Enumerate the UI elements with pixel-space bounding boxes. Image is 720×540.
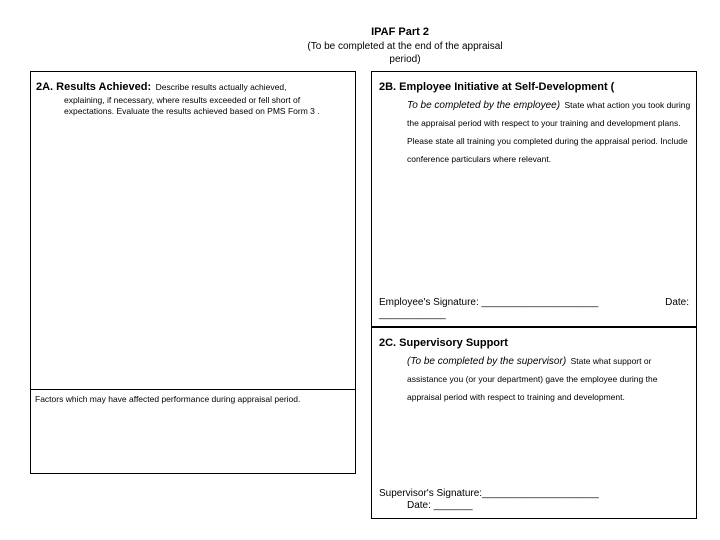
- self-development-heading: 2B. Employee Initiative at Self-Development (: [379, 81, 615, 93]
- supervisor-date-label[interactable]: Date: _______: [407, 500, 473, 511]
- supervisory-support-heading: 2C. Supervisory Support: [379, 337, 508, 349]
- self-development-header: [379, 77, 691, 167]
- supervisory-support-header: [379, 333, 691, 405]
- self-development-heading-note: To be completed by the employee): [407, 100, 561, 111]
- self-development-box[interactable]: [371, 71, 697, 327]
- results-achieved-instruction-start: Describe results actually achieved,: [155, 82, 287, 92]
- supervisory-support-instruction: State what support or assistance you (or your department) gave the employee during the appraisal period with respect to training and development.: [407, 356, 658, 402]
- self-development-instruction: State what action you took during the appraisal period with respect to your training and development plans. Please state all training you completed during the appraisal period. Include conference particulars where relevant.: [407, 100, 691, 164]
- form-subtitle: (To be completed at the end of the appraisal period): [307, 41, 503, 65]
- factors-label: Factors which may have affected performance during appraisal period.: [35, 394, 301, 404]
- employee-date-label[interactable]: Date:: [665, 297, 689, 308]
- employee-signature-label[interactable]: Employee's Signature: _____________________: [379, 297, 599, 308]
- employee-signature-underline: ____________: [379, 309, 446, 320]
- supervisory-support-box[interactable]: [371, 327, 697, 519]
- results-achieved-instruction: explaining, if necessary, where results exceeded or fell short of expectations. Evaluate the results achieved based on PMS Form 3 .: [64, 95, 320, 116]
- supervisor-signature-block: [379, 488, 691, 512]
- factors-box[interactable]: [30, 389, 356, 474]
- supervisory-support-heading-note: (To be completed by the supervisor): [407, 356, 567, 367]
- supervisor-signature-label[interactable]: Supervisor's Signature:_____________________: [379, 488, 599, 499]
- results-achieved-heading: 2A. Results Achieved:: [36, 81, 152, 93]
- results-achieved-header: [36, 77, 351, 117]
- form-title: IPAF Part 2: [371, 26, 429, 38]
- employee-signature-block: [379, 297, 691, 321]
